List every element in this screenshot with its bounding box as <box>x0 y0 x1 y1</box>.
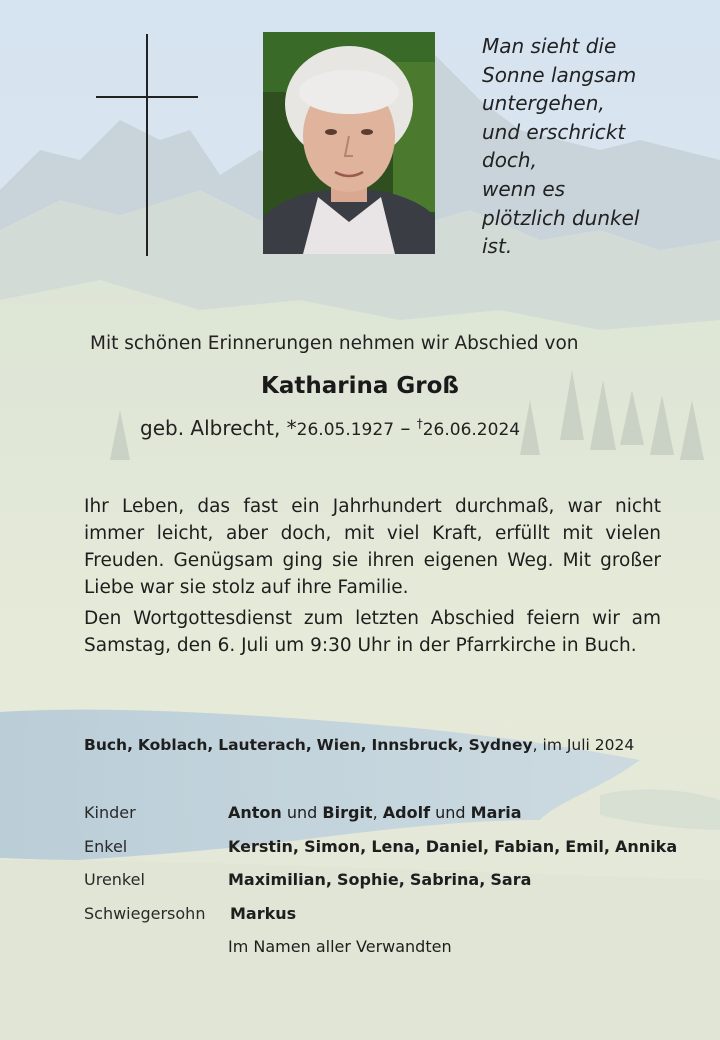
town: Wien, <box>316 736 367 754</box>
intro-text: Mit schönen Erinnerungen nehmen wir Abschied von <box>90 333 579 354</box>
life-dates <box>140 416 520 440</box>
family-member: Emil, <box>565 836 610 856</box>
family-member: Maria <box>470 803 522 822</box>
family-row-closing <box>84 937 684 971</box>
poem-line: Man sieht die <box>482 34 617 58</box>
family-names <box>228 803 522 822</box>
family-label: Enkel <box>84 836 128 856</box>
town: Buch, <box>84 736 133 754</box>
death-date: 26.06.2024 <box>422 420 521 440</box>
family-label: Schwiegersohn <box>84 903 206 923</box>
town: Koblach, <box>137 736 214 754</box>
family-list <box>84 803 684 971</box>
family-member: Daniel, <box>425 836 490 856</box>
family-member: Birgit <box>322 803 373 822</box>
cross-icon-vertical <box>146 34 148 256</box>
family-member: Sophie, <box>337 870 405 889</box>
service-paragraph: Den Wortgottesdienst zum letzten Abschied feiern wir am Samstag, den 6. Juli um 9:30 Uhr in der Pfarrkirche in Buch. <box>84 608 661 656</box>
deceased-name: Katharina Groß <box>261 373 459 399</box>
connector: , <box>372 803 383 822</box>
family-member: Fabian, <box>494 836 561 856</box>
family-label: Kinder <box>84 803 136 822</box>
family-row-kinder <box>84 803 684 837</box>
poem-line: plötzlich dunkel <box>482 205 640 230</box>
poem-line: und erschrickt <box>482 119 626 144</box>
family-member: Simon, <box>304 836 367 856</box>
town: Lauterach, <box>218 736 312 754</box>
closing-text: Im Namen aller Verwandten <box>228 937 452 956</box>
poem-line: Sonne langsam <box>482 62 637 87</box>
town: Sydney <box>468 736 533 754</box>
family-member: Lena, <box>371 836 421 856</box>
birth-prefix: geb. Albrecht, * <box>140 416 297 440</box>
family-member: Kerstin, <box>228 836 299 856</box>
life-paragraph: Ihr Leben, das fast ein Jahrhundert durchmaß, war nicht immer leicht, aber doch, mit viel Kraft, erfüllt mit vielen Freuden. Genügsam ging sie ihren eigenen Weg. Mit großer Liebe war sie stolz auf ihre Familie. <box>84 496 661 598</box>
family-row-enkel <box>84 837 684 871</box>
poem-line: untergehen, <box>482 91 605 116</box>
family-row-schwiegersohn <box>84 904 684 938</box>
poem-line: wenn es <box>482 176 566 201</box>
connector: und <box>430 803 471 822</box>
family-names <box>230 904 296 923</box>
date-separator: – <box>394 416 417 440</box>
family-member: Anton <box>228 803 282 822</box>
family-label: Urenkel <box>84 870 145 889</box>
birth-date: 26.05.1927 <box>296 420 395 440</box>
family-member: Annika <box>615 836 678 856</box>
family-names <box>228 870 531 889</box>
family-member: Markus <box>230 903 297 923</box>
town: Innsbruck, <box>371 736 464 754</box>
family-names <box>228 837 677 856</box>
places-line <box>84 736 634 754</box>
poem-verse <box>482 32 712 261</box>
family-member: Sabrina, <box>409 870 486 889</box>
cross-icon-horizontal <box>96 96 198 98</box>
connector: und <box>281 803 323 822</box>
family-row-urenkel <box>84 870 684 904</box>
poem-line: ist. <box>482 234 513 259</box>
family-member: Adolf <box>382 803 431 822</box>
poem-line: doch, <box>482 148 537 173</box>
family-member: Maximilian, <box>228 870 332 889</box>
family-member: Sara <box>490 870 532 889</box>
death-mark: † <box>416 416 423 431</box>
date-suffix: , im Juli 2024 <box>532 736 635 754</box>
portrait-photo <box>263 32 435 254</box>
